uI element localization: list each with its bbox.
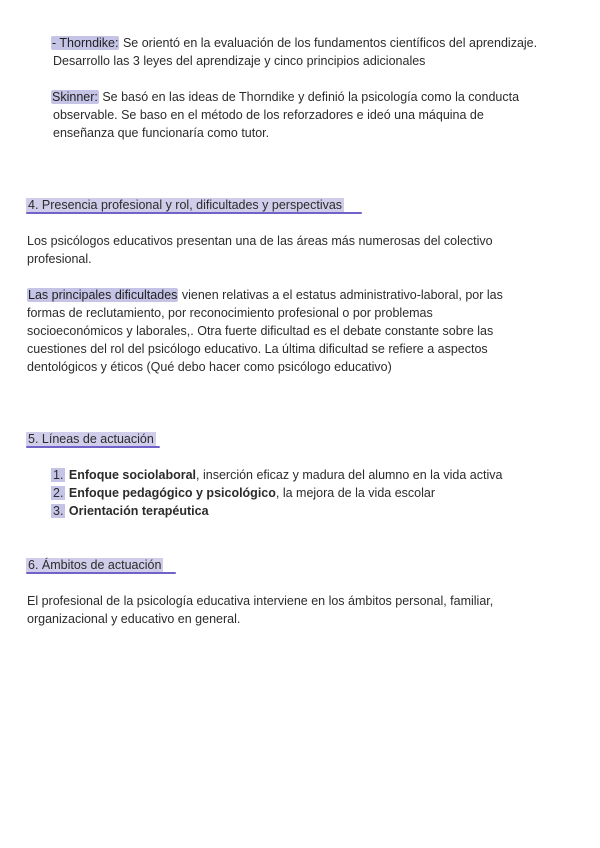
section-4-p2-line-3: socioeconómicos y laborales,. Otra fuerte dificultad es el debate constante sobre las bbox=[27, 324, 494, 338]
section-6-line-1: El profesional de la psicología educativa interviene en los ámbitos personal, familiar, bbox=[27, 594, 494, 608]
section-6-underline bbox=[26, 572, 176, 574]
list-item bbox=[51, 484, 502, 502]
section-4-paragraph-1 bbox=[27, 232, 493, 268]
skinner-text-1: Se basó en las ideas de Thorndike y definió la psicología como la conducta bbox=[98, 90, 520, 104]
section-4-underline bbox=[26, 212, 362, 214]
skinner-label: Skinner: bbox=[52, 90, 98, 104]
list-item bbox=[51, 466, 502, 484]
section-6-paragraph bbox=[27, 592, 493, 628]
section-5-list bbox=[51, 466, 502, 520]
thorndike-text-1: Se orientó en la evaluación de los fundamentos científicos del aprendizaje. bbox=[119, 36, 538, 50]
section-4-p2-line-2: formas de reclutamiento, por reconocimiento profesional o por problemas bbox=[27, 306, 433, 320]
list-item-title: Enfoque pedagógico y psicológico bbox=[68, 486, 276, 500]
section-6-heading-text: 6. Ámbitos de actuación bbox=[28, 558, 162, 572]
list-item-text: , la mejora de la vida escolar bbox=[275, 486, 435, 500]
skinner-paragraph bbox=[51, 88, 519, 142]
section-4-p1-line-2: profesional. bbox=[27, 252, 92, 266]
list-item-title: Orientación terapéutica bbox=[68, 504, 209, 518]
thorndike-text-2: Desarrollo las 3 leyes del aprendizaje y cinco principios adicionales bbox=[53, 54, 426, 68]
section-6-line-2: organizacional y educativo en general. bbox=[27, 612, 241, 626]
list-item-number: 3. bbox=[53, 504, 64, 518]
section-4-p2-line-4: cuestiones del rol del psicólogo educativo. La última dificultad se refiere a aspectos bbox=[27, 342, 488, 356]
list-item-text: , inserción eficaz y madura del alumno en la vida activa bbox=[196, 468, 503, 482]
list-item-number: 1. bbox=[53, 468, 64, 482]
list-item-number: 2. bbox=[53, 486, 64, 500]
section-4-paragraph-2 bbox=[27, 286, 503, 376]
section-4-p1-line-1: Los psicólogos educativos presentan una de las áreas más numerosas del colectivo bbox=[27, 234, 493, 248]
list-item bbox=[51, 502, 502, 520]
section-5-heading-text: 5. Líneas de actuación bbox=[28, 432, 154, 446]
thorndike-label: - Thorndike: bbox=[52, 36, 119, 50]
section-5-underline bbox=[26, 446, 160, 448]
difficulties-highlight: Las principales dificultades bbox=[28, 288, 178, 302]
list-item-title: Enfoque sociolaboral bbox=[68, 468, 197, 482]
section-4-heading-text: 4. Presencia profesional y rol, dificultades y perspectivas bbox=[28, 198, 343, 212]
thorndike-paragraph bbox=[51, 34, 537, 70]
skinner-text-3: enseñanza que funcionaría como tutor. bbox=[53, 126, 270, 140]
section-4-p2-line-5: dentológicos y éticos (Qué debo hacer como psicólogo educativo) bbox=[27, 360, 392, 374]
skinner-text-2: observable. Se baso en el método de los reforzadores e ideó una máquina de bbox=[53, 108, 484, 122]
section-4-p2-line-1: vienen relativas a el estatus administrativo-laboral, por las bbox=[178, 288, 503, 302]
